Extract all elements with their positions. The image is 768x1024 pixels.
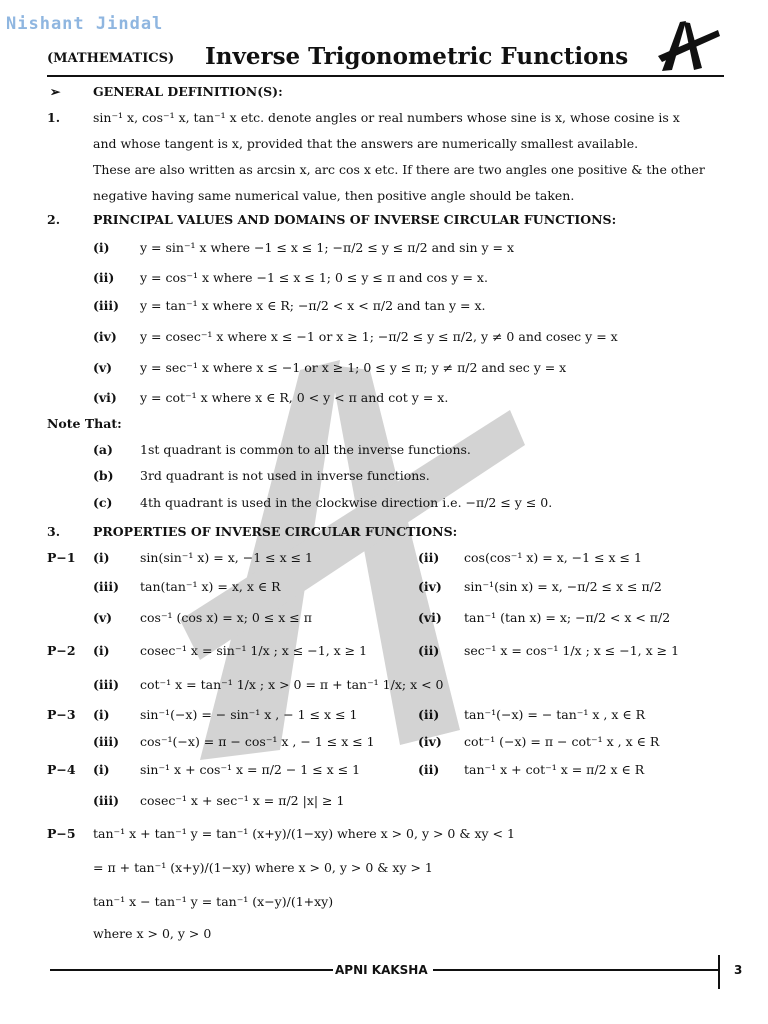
footer-divider — [718, 955, 720, 989]
item-label: (ii) — [418, 643, 440, 658]
header-rule — [47, 75, 724, 77]
author-name: Nishant Jindal — [6, 14, 164, 34]
item-label: (ii) — [93, 270, 115, 285]
formula: tan(tan⁻¹ x) = x, x ∈ R — [140, 579, 281, 594]
item-label: (i) — [93, 240, 110, 255]
formula: cot⁻¹ (−x) = π − cot⁻¹ x , x ∈ R — [464, 734, 660, 749]
definition-line: sin⁻¹ x, cos⁻¹ x, tan⁻¹ x etc. denote angles or real numbers whose sine is x, whose cosine is x — [93, 110, 680, 125]
section-number: 3. — [47, 524, 61, 539]
item-label: (c) — [93, 495, 113, 510]
formula: cos⁻¹ (cos x) = x; 0 ≤ x ≤ π — [140, 610, 312, 625]
note-heading: Note That: — [47, 416, 122, 431]
formula: y = cosec⁻¹ x where x ≤ −1 or x ≥ 1; −π/2 ≤ y ≤ π/2, y ≠ 0 and cosec y = x — [140, 329, 618, 344]
formula: y = sin⁻¹ x where −1 ≤ x ≤ 1; −π/2 ≤ y ≤ π/2 and sin y = x — [140, 240, 515, 255]
item-label: (i) — [93, 707, 110, 722]
item-label: (i) — [93, 643, 110, 658]
item-label: (iii) — [93, 579, 120, 594]
note-text: 3rd quadrant is not used in inverse functions. — [140, 468, 430, 483]
item-label: (iii) — [93, 734, 120, 749]
formula: y = cot⁻¹ x where x ∈ R, 0 < y < π and cot y = x. — [140, 390, 449, 405]
page-title: Inverse Trigonometric Functions — [205, 43, 629, 70]
formula: y = cos⁻¹ x where −1 ≤ x ≤ 1; 0 ≤ y ≤ π and cos y = x. — [140, 270, 488, 285]
property-label: P−1 — [47, 550, 76, 565]
formula: sin⁻¹(−x) = − sin⁻¹ x , − 1 ≤ x ≤ 1 — [140, 707, 358, 722]
formula: cos⁻¹(−x) = π − cos⁻¹ x , − 1 ≤ x ≤ 1 — [140, 734, 375, 749]
footer-rule-right — [433, 969, 718, 971]
property-label: P−3 — [47, 707, 76, 722]
formula: cosec⁻¹ x + sec⁻¹ x = π/2 |x| ≥ 1 — [140, 793, 345, 808]
item-label: (vi) — [93, 390, 117, 405]
formula: y = sec⁻¹ x where x ≤ −1 or x ≥ 1; 0 ≤ y ≤ π; y ≠ π/2 and sec y = x — [140, 360, 567, 375]
item-label: (a) — [93, 442, 113, 457]
item-label: (vi) — [418, 610, 442, 625]
section-number: 1. — [47, 110, 61, 125]
bullet-icon: ➢ — [50, 84, 61, 99]
item-label: (iii) — [93, 793, 120, 808]
section-heading: PROPERTIES OF INVERSE CIRCULAR FUNCTIONS: — [93, 524, 458, 539]
formula: tan⁻¹ (tan x) = x; −π/2 < x < π/2 — [464, 610, 671, 625]
item-label: (ii) — [418, 707, 440, 722]
footer-rule-left — [50, 969, 333, 971]
item-label: (b) — [93, 468, 114, 483]
subject-label: (MATHEMATICS) — [47, 51, 175, 66]
formula: sin(sin⁻¹ x) = x, −1 ≤ x ≤ 1 — [140, 550, 313, 565]
section-heading: GENERAL DEFINITION(S): — [93, 84, 283, 99]
item-label: (v) — [93, 360, 113, 375]
formula: = π + tan⁻¹ (x+y)/(1−xy) where x > 0, y > 0 & xy > 1 — [93, 860, 433, 875]
formula: y = tan⁻¹ x where x ∈ R; −π/2 < x < π/2 and tan y = x. — [140, 298, 486, 313]
property-label: P−5 — [47, 826, 76, 841]
formula: tan⁻¹ x + cot⁻¹ x = π/2 x ∈ R — [464, 762, 645, 777]
definition-line: negative having same numerical value, then positive angle should be taken. — [93, 188, 575, 203]
item-label: (iv) — [418, 734, 442, 749]
section-number: 2. — [47, 212, 61, 227]
formula: cos(cos⁻¹ x) = x, −1 ≤ x ≤ 1 — [464, 550, 642, 565]
formula: where x > 0, y > 0 — [93, 926, 212, 941]
note-text: 4th quadrant is used in the clockwise direction i.e. −π/2 ≤ y ≤ 0. — [140, 495, 553, 510]
formula: cot⁻¹ x = tan⁻¹ 1/x ; x > 0 = π + tan⁻¹ 1/x; x < 0 — [140, 677, 444, 692]
formula: tan⁻¹ x + tan⁻¹ y = tan⁻¹ (x+y)/(1−xy) where x > 0, y > 0 & xy < 1 — [93, 826, 515, 841]
property-label: P−4 — [47, 762, 76, 777]
item-label: (iii) — [93, 298, 120, 313]
formula: sin⁻¹(sin x) = x, −π/2 ≤ x ≤ π/2 — [464, 579, 662, 594]
definition-line: These are also written as arcsin x, arc cos x etc. If there are two angles one positive & the other — [93, 162, 705, 177]
section-heading: PRINCIPAL VALUES AND DOMAINS OF INVERSE CIRCULAR FUNCTIONS: — [93, 212, 617, 227]
formula: sin⁻¹ x + cos⁻¹ x = π/2 − 1 ≤ x ≤ 1 — [140, 762, 361, 777]
brand-logo — [652, 18, 722, 73]
footer-brand: APNI KAKSHA — [335, 963, 428, 977]
formula: sec⁻¹ x = cos⁻¹ 1/x ; x ≤ −1, x ≥ 1 — [464, 643, 680, 658]
item-label: (i) — [93, 550, 110, 565]
property-label: P−2 — [47, 643, 76, 658]
item-label: (ii) — [418, 762, 440, 777]
formula: cosec⁻¹ x = sin⁻¹ 1/x ; x ≤ −1, x ≥ 1 — [140, 643, 368, 658]
formula: tan⁻¹ x − tan⁻¹ y = tan⁻¹ (x−y)/(1+xy) — [93, 894, 334, 909]
definition-line: and whose tangent is x, provided that the answers are numerically smallest available. — [93, 136, 639, 151]
item-label: (ii) — [418, 550, 440, 565]
item-label: (iv) — [418, 579, 442, 594]
note-text: 1st quadrant is common to all the inverse functions. — [140, 442, 471, 457]
formula: tan⁻¹(−x) = − tan⁻¹ x , x ∈ R — [464, 707, 646, 722]
item-label: (v) — [93, 610, 113, 625]
page-number: 3 — [734, 963, 743, 977]
item-label: (iv) — [93, 329, 117, 344]
item-label: (i) — [93, 762, 110, 777]
item-label: (iii) — [93, 677, 120, 692]
